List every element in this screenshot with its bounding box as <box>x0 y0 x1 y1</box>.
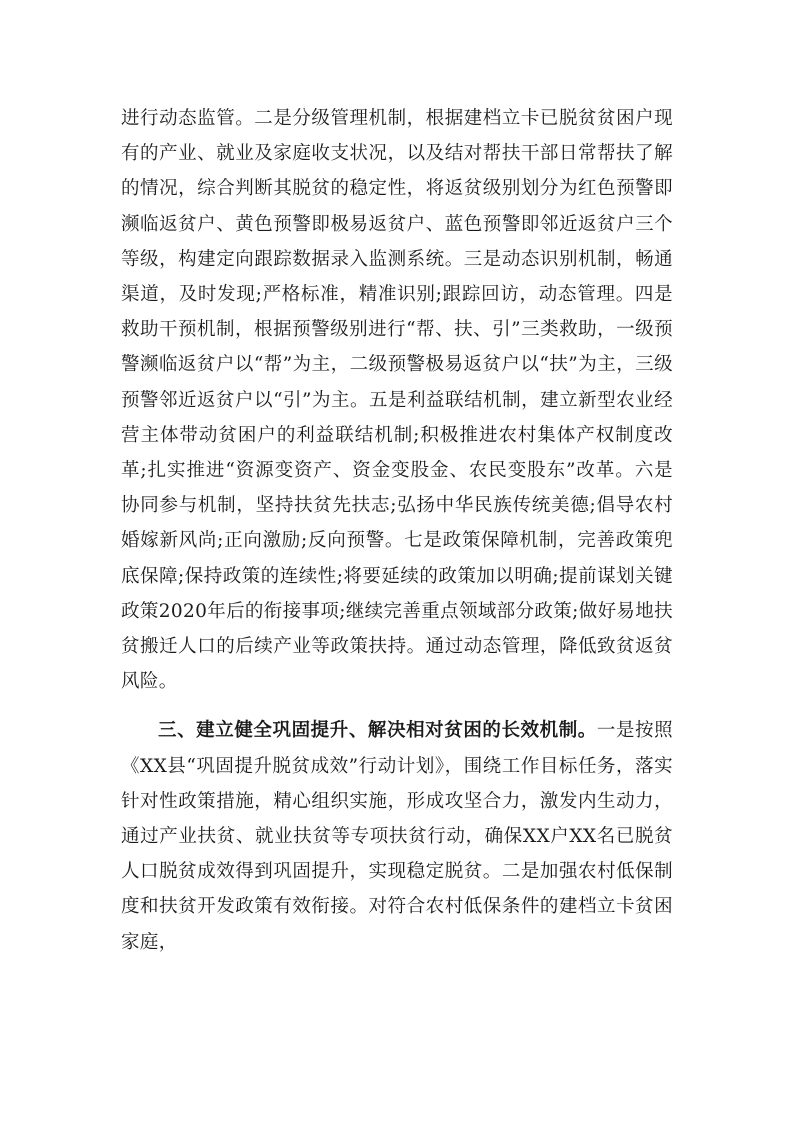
section-heading: 三、建立健全巩固提升、解决相对贫困的长效机制。 <box>158 720 597 742</box>
section-body-text: 一是按照《XX县“巩固提升脱贫成效”行动计划》，围绕工作目标任务，落实针对性政策措施，精心组织实施，形成攻坚合力，激发内生动力，通过产业扶贫、就业扶贫等专项扶贫行动，确保XX户XX名已脱贫人口脱贫成效得到巩固提升，实现稳定脱贫。二是加强农村低保制度和扶贫开发政策有效衔接。对符合农村低保条件的建档立卡贫困家庭， <box>121 720 673 953</box>
body-paragraph: 进行动态监管。二是分级管理机制，根据建档立卡已脱贫贫困户现有的产业、就业及家庭收支状况，以及结对帮扶干部日常帮扶了解的情况，综合判断其脱贫的稳定性，将返贫级别划分为红色预警即濒临返贫户、黄色预警即极易返贫户、蓝色预警即邻近返贫户三个等级，构建定向跟踪数据录入监测系统。三是动态识别机制，畅通渠道，及时发现;严格标准，精准识别;跟踪回访，动态管理。四是救助干预机制，根据预警级别进行“帮、扶、引”三类救助，一级预警濒临返贫户以“帮”为主，二级预警极易返贫户以“扶”为主，三级预警邻近返贫户以“引”为主。五是利益联结机制，建立新型农业经营主体带动贫困户的利益联结机制;积极推进农村集体产权制度改革;扎实推进“资源变资产、资金变股金、农民变股东”改革。六是协同参与机制，坚持扶贫先扶志;弘扬中华民族传统美德;倡导农村婚嫁新风尚;正向激励;反向预警。七是政策保障机制，完善政策兜底保障;保持政策的连续性;将要延续的政策加以明确;提前谋划关键政策2020年后的衔接事项;继续完善重点领域部分政策;做好易地扶贫搬迁人口的后续产业等政策扶持。通过动态管理，降低致贫返贫风险。 <box>121 108 673 693</box>
section-paragraph <box>121 713 673 959</box>
document-body <box>121 101 673 960</box>
